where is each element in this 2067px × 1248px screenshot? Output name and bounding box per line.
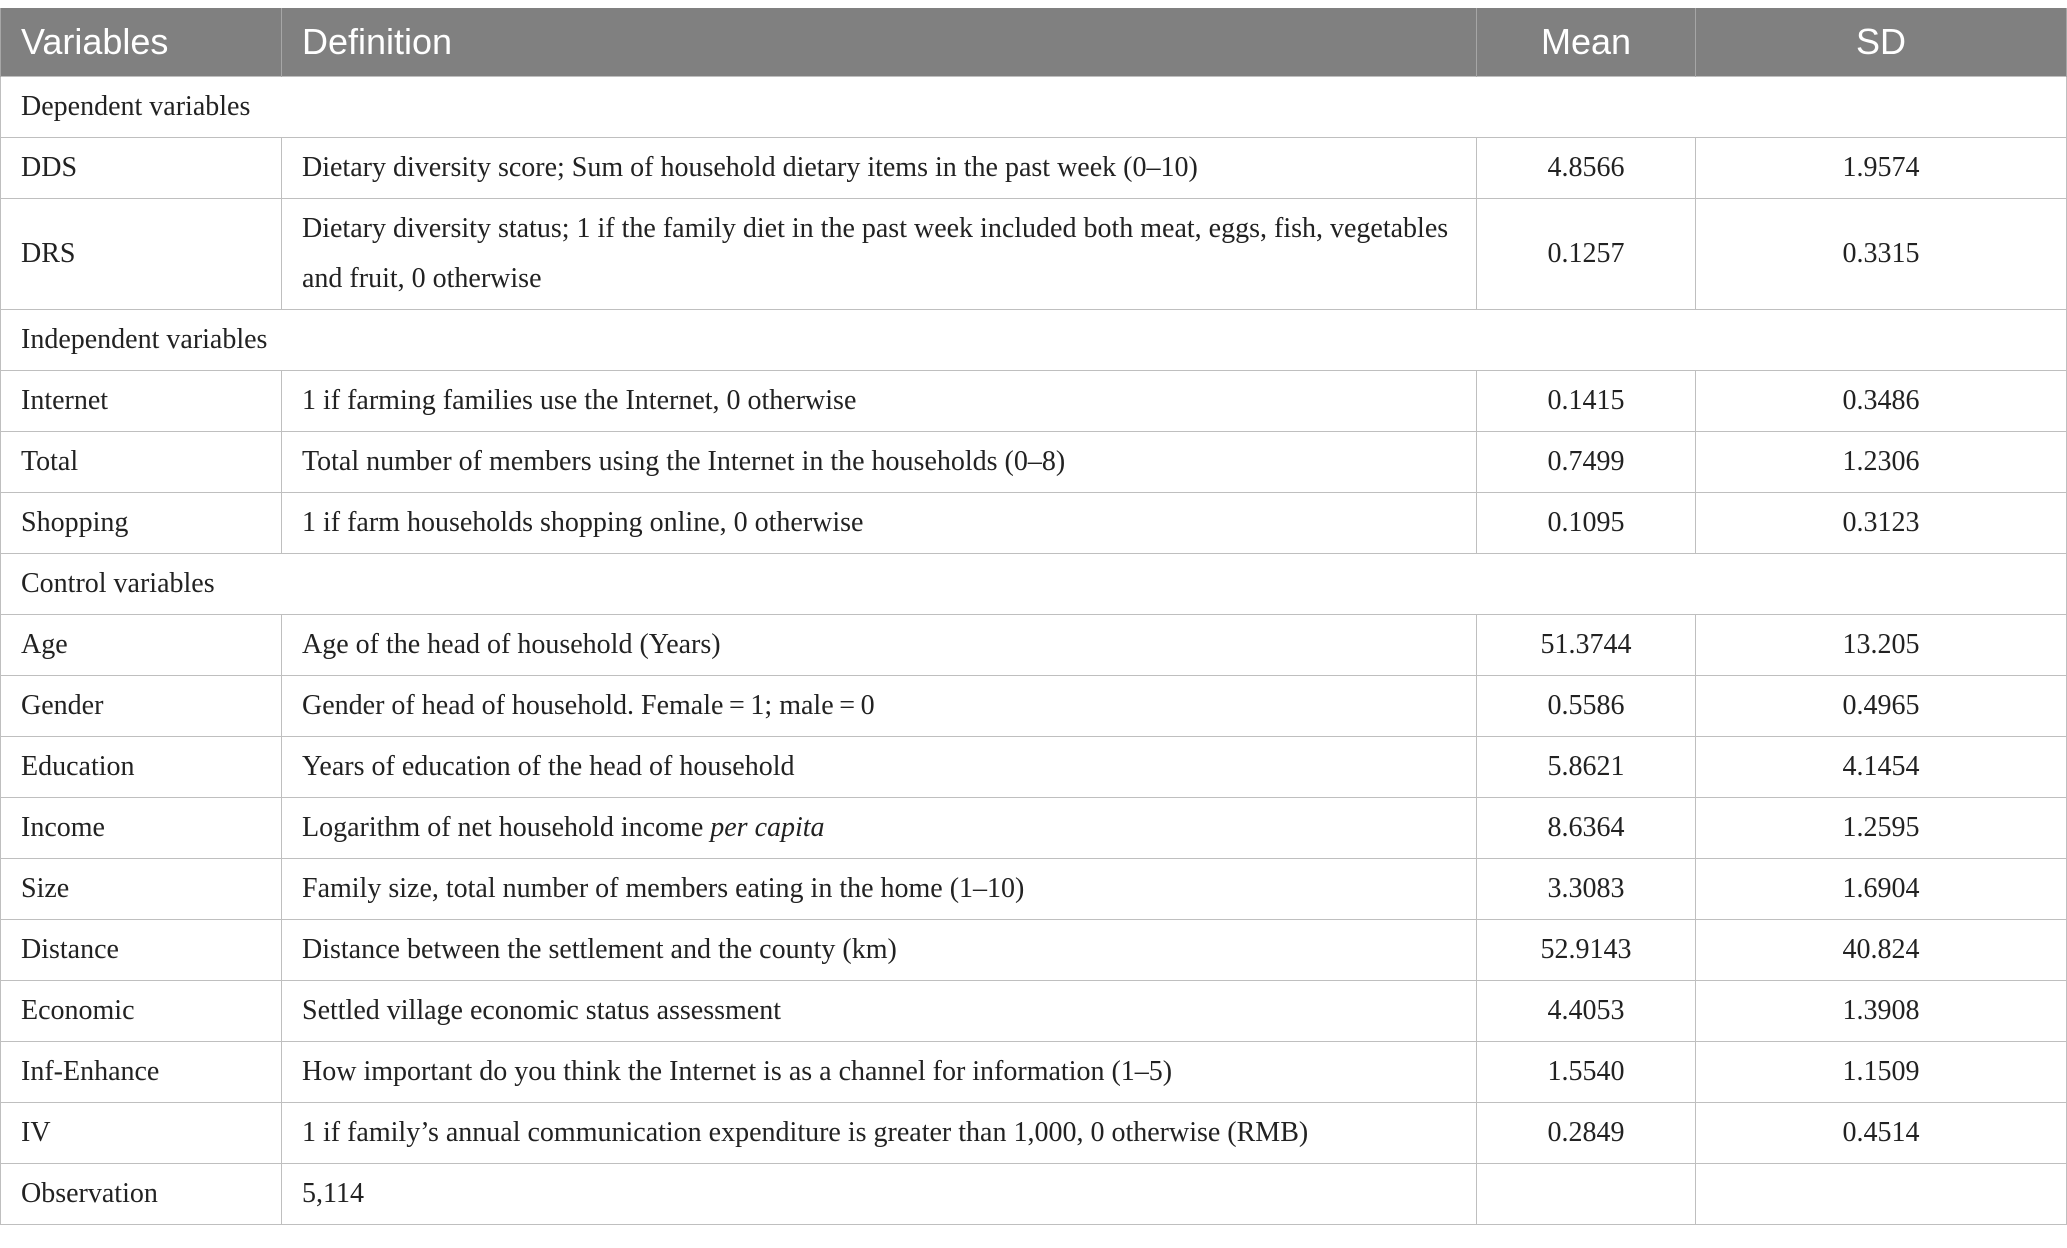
definition-cell: Age of the head of household (Years): [282, 615, 1477, 676]
section-row-independent: [1, 310, 2067, 371]
sd-cell: 1.2306: [1696, 432, 2067, 493]
mean-cell: 0.1095: [1477, 493, 1696, 554]
sd-cell: 40.824: [1696, 920, 2067, 981]
section-title: Control variables: [1, 554, 2067, 615]
header-sd: SD: [1696, 8, 2067, 77]
mean-cell: 4.4053: [1477, 981, 1696, 1042]
table-row: [1, 371, 2067, 432]
table-row: [1, 1103, 2067, 1164]
definition-cell: How important do you think the Internet is as a channel for information (1–5): [282, 1042, 1477, 1103]
definition-cell: 1 if farm households shopping online, 0 otherwise: [282, 493, 1477, 554]
variable-cell: DRS: [1, 199, 282, 310]
table-row: [1, 138, 2067, 199]
observation-value: 5,114: [282, 1164, 1477, 1225]
definition-cell: Total number of members using the Internet in the households (0–8): [282, 432, 1477, 493]
table-row: [1, 676, 2067, 737]
definition-cell: 1 if farming families use the Internet, 0 otherwise: [282, 371, 1477, 432]
sd-cell: 1.2595: [1696, 798, 2067, 859]
observation-row: [1, 1164, 2067, 1225]
table-body: [1, 77, 2067, 1225]
table-row: [1, 1042, 2067, 1103]
header-row: [1, 8, 2067, 77]
definition-text: Logarithm of net household income: [302, 812, 704, 843]
sd-cell: 0.3123: [1696, 493, 2067, 554]
sd-cell: 1.3908: [1696, 981, 2067, 1042]
definition-cell: Family size, total number of members eating in the home (1–10): [282, 859, 1477, 920]
section-row-control: [1, 554, 2067, 615]
definition-cell: Distance between the settlement and the county (km): [282, 920, 1477, 981]
mean-cell: 52.9143: [1477, 920, 1696, 981]
sd-cell: 0.4514: [1696, 1103, 2067, 1164]
observation-label: Observation: [1, 1164, 282, 1225]
variable-cell: Size: [1, 859, 282, 920]
sd-cell: 1.6904: [1696, 859, 2067, 920]
summary-statistics-table: [0, 8, 2067, 1225]
section-row-dependent: [1, 77, 2067, 138]
sd-cell: 0.4965: [1696, 676, 2067, 737]
section-title: Independent variables: [1, 310, 2067, 371]
summary-statistics-table-container: [0, 8, 2067, 1225]
variable-cell: Age: [1, 615, 282, 676]
table-row: [1, 737, 2067, 798]
sd-cell: 13.205: [1696, 615, 2067, 676]
variable-cell: Economic: [1, 981, 282, 1042]
table-row: [1, 920, 2067, 981]
table-row: [1, 615, 2067, 676]
variable-cell: Inf-Enhance: [1, 1042, 282, 1103]
mean-cell: 0.1257: [1477, 199, 1696, 310]
table-row: [1, 798, 2067, 859]
table-row: [1, 493, 2067, 554]
definition-cell: Years of education of the head of household: [282, 737, 1477, 798]
header-mean: Mean: [1477, 8, 1696, 77]
mean-cell: 3.3083: [1477, 859, 1696, 920]
mean-cell: 0.1415: [1477, 371, 1696, 432]
variable-cell: Distance: [1, 920, 282, 981]
definition-italic-text: per capita: [710, 812, 825, 843]
sd-cell: 0.3315: [1696, 199, 2067, 310]
header-variables: Variables: [1, 8, 282, 77]
mean-cell: 0.2849: [1477, 1103, 1696, 1164]
definition-cell: [282, 798, 1477, 859]
header-definition: Definition: [282, 8, 1477, 77]
table-row: [1, 981, 2067, 1042]
mean-cell: 0.7499: [1477, 432, 1696, 493]
mean-cell: 1.5540: [1477, 1042, 1696, 1103]
mean-cell: 5.8621: [1477, 737, 1696, 798]
table-header: [1, 8, 2067, 77]
mean-cell: 8.6364: [1477, 798, 1696, 859]
sd-cell: 1.9574: [1696, 138, 2067, 199]
variable-cell: Education: [1, 737, 282, 798]
table-row: [1, 432, 2067, 493]
variable-cell: Gender: [1, 676, 282, 737]
definition-cell: Dietary diversity status; 1 if the family diet in the past week included both meat, eggs, fish, vegetables and fruit, 0 otherwise: [282, 199, 1477, 310]
sd-cell: 1.1509: [1696, 1042, 2067, 1103]
table-row: [1, 859, 2067, 920]
sd-cell: 0.3486: [1696, 371, 2067, 432]
mean-cell: 4.8566: [1477, 138, 1696, 199]
observation-sd-cell: [1696, 1164, 2067, 1225]
variable-cell: Internet: [1, 371, 282, 432]
variable-cell: Shopping: [1, 493, 282, 554]
mean-cell: 0.5586: [1477, 676, 1696, 737]
variable-cell: Income: [1, 798, 282, 859]
variable-cell: Total: [1, 432, 282, 493]
sd-cell: 4.1454: [1696, 737, 2067, 798]
definition-cell: Dietary diversity score; Sum of household dietary items in the past week (0–10): [282, 138, 1477, 199]
definition-cell: 1 if family’s annual communication expenditure is greater than 1,000, 0 otherwise (RMB): [282, 1103, 1477, 1164]
section-title: Dependent variables: [1, 77, 2067, 138]
table-row: [1, 199, 2067, 310]
variable-cell: DDS: [1, 138, 282, 199]
observation-mean-cell: [1477, 1164, 1696, 1225]
definition-cell: Settled village economic status assessment: [282, 981, 1477, 1042]
definition-cell: Gender of head of household. Female = 1; male = 0: [282, 676, 1477, 737]
variable-cell: IV: [1, 1103, 282, 1164]
mean-cell: 51.3744: [1477, 615, 1696, 676]
